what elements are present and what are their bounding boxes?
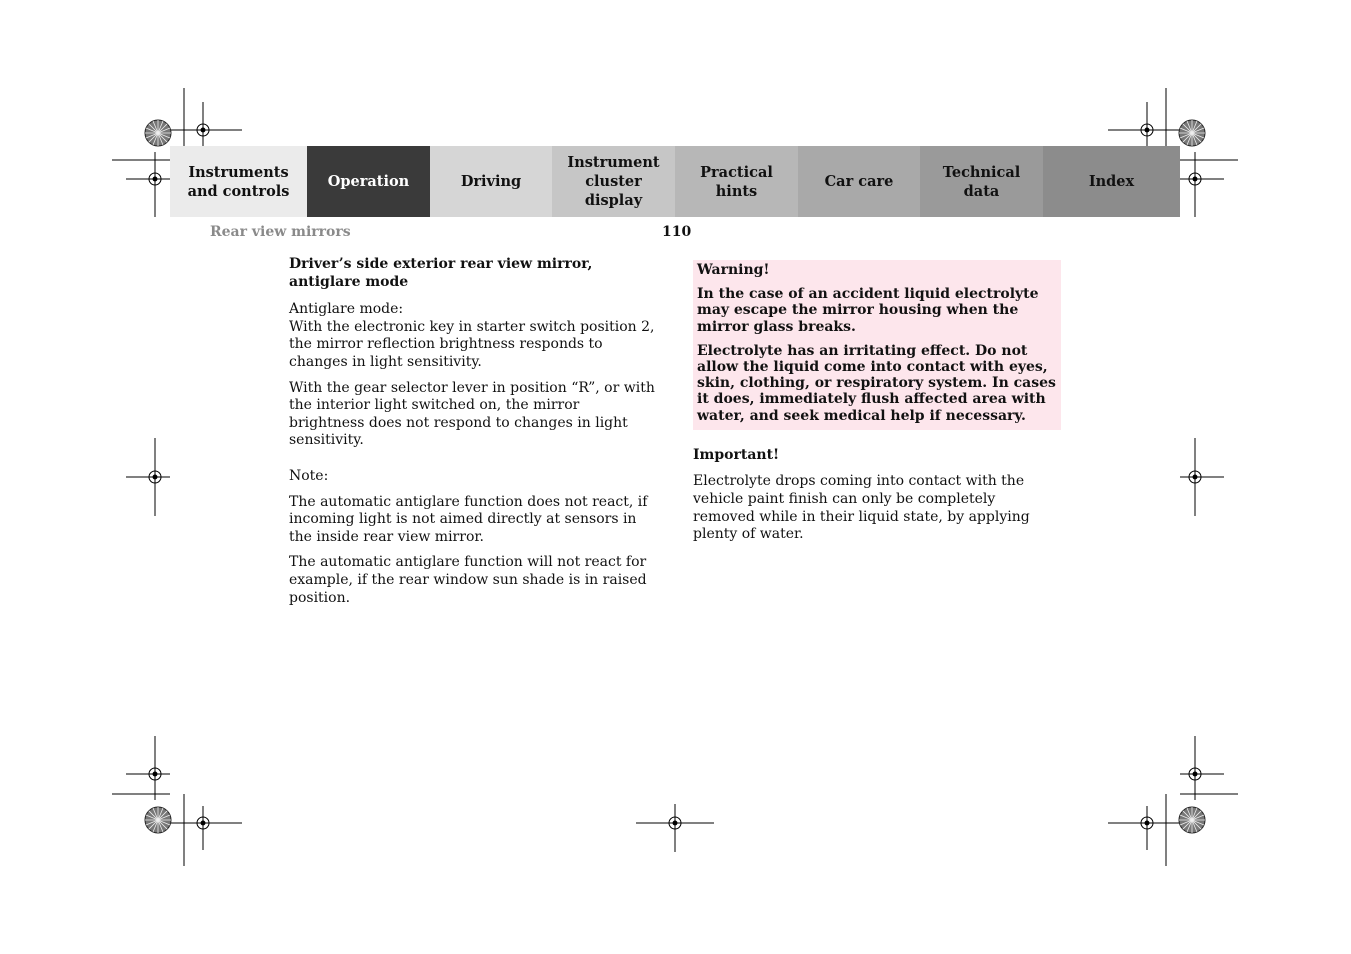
warning-box [693, 260, 1061, 430]
antiglare-mode-paragraph [289, 301, 657, 371]
chapter-tabs [170, 146, 1180, 217]
tab-instruments-and-controls[interactable] [170, 146, 307, 217]
tab-driving[interactable] [430, 146, 552, 217]
warning-title: Warning! [697, 262, 770, 278]
section-title: Rear view mirrors [210, 224, 351, 240]
page-number: 110 [662, 224, 692, 240]
note-paragraph-2: The automatic antiglare function will not react for example, if the rear window sun shade is in raised position. [289, 554, 647, 606]
important-paragraph: Electrolyte drops coming into contact with the vehicle paint finish can only be completely removed while in their liquid state, by applying plenty of water. [693, 473, 1030, 543]
antiglare-mode-label: Antiglare mode: [289, 301, 404, 318]
tab-operation[interactable] [307, 146, 430, 217]
tab-label: Driving [460, 173, 522, 190]
tab-label: Operation [327, 173, 410, 190]
section-heading: Driver’s side exterior rear view mirror, antiglare mode [289, 256, 593, 290]
tab-technical-data[interactable] [920, 146, 1043, 217]
tab-label: Instruments and controls [187, 163, 290, 200]
tab-label: Technical data [942, 163, 1021, 200]
antiglare-mode-text: With the electronic key in starter switch position 2, the mirror reflection brightness responds to changes in light sensitivity. [289, 318, 655, 370]
tab-label: Practical hints [700, 163, 773, 200]
important-title: Important! [693, 446, 780, 463]
tab-label: Instrument cluster display [567, 154, 660, 209]
tab-instrument-cluster-display[interactable] [552, 146, 675, 217]
gear-selector-paragraph: With the gear selector lever in position “R”, or with the interior light switched on, the mirror brightness does not respond to changes in light sensitivity. [289, 379, 655, 449]
note-paragraph-1: The automatic antiglare function does not react, if incoming light is not aimed directly at sensors in the inside rear view mirror. [289, 493, 648, 545]
tab-index[interactable] [1043, 146, 1180, 217]
tab-practical-hints[interactable] [675, 146, 798, 217]
tab-car-care[interactable] [798, 146, 920, 217]
left-column [289, 256, 657, 615]
note-label: Note: [289, 467, 329, 484]
right-column [693, 260, 1061, 552]
tab-label: Index [1088, 173, 1135, 190]
warning-paragraph-1: In the case of an accident liquid electrolyte may escape the mirror housing when the mirror glass breaks. [697, 286, 1039, 335]
tab-label: Car care [824, 173, 894, 190]
warning-paragraph-2: Electrolyte has an irritating effect. Do not allow the liquid come into contact with eyes, skin, clothing, or respiratory system. In cases it does, immediately flush affected area with water, and seek medical help if necessary. [697, 342, 1056, 424]
